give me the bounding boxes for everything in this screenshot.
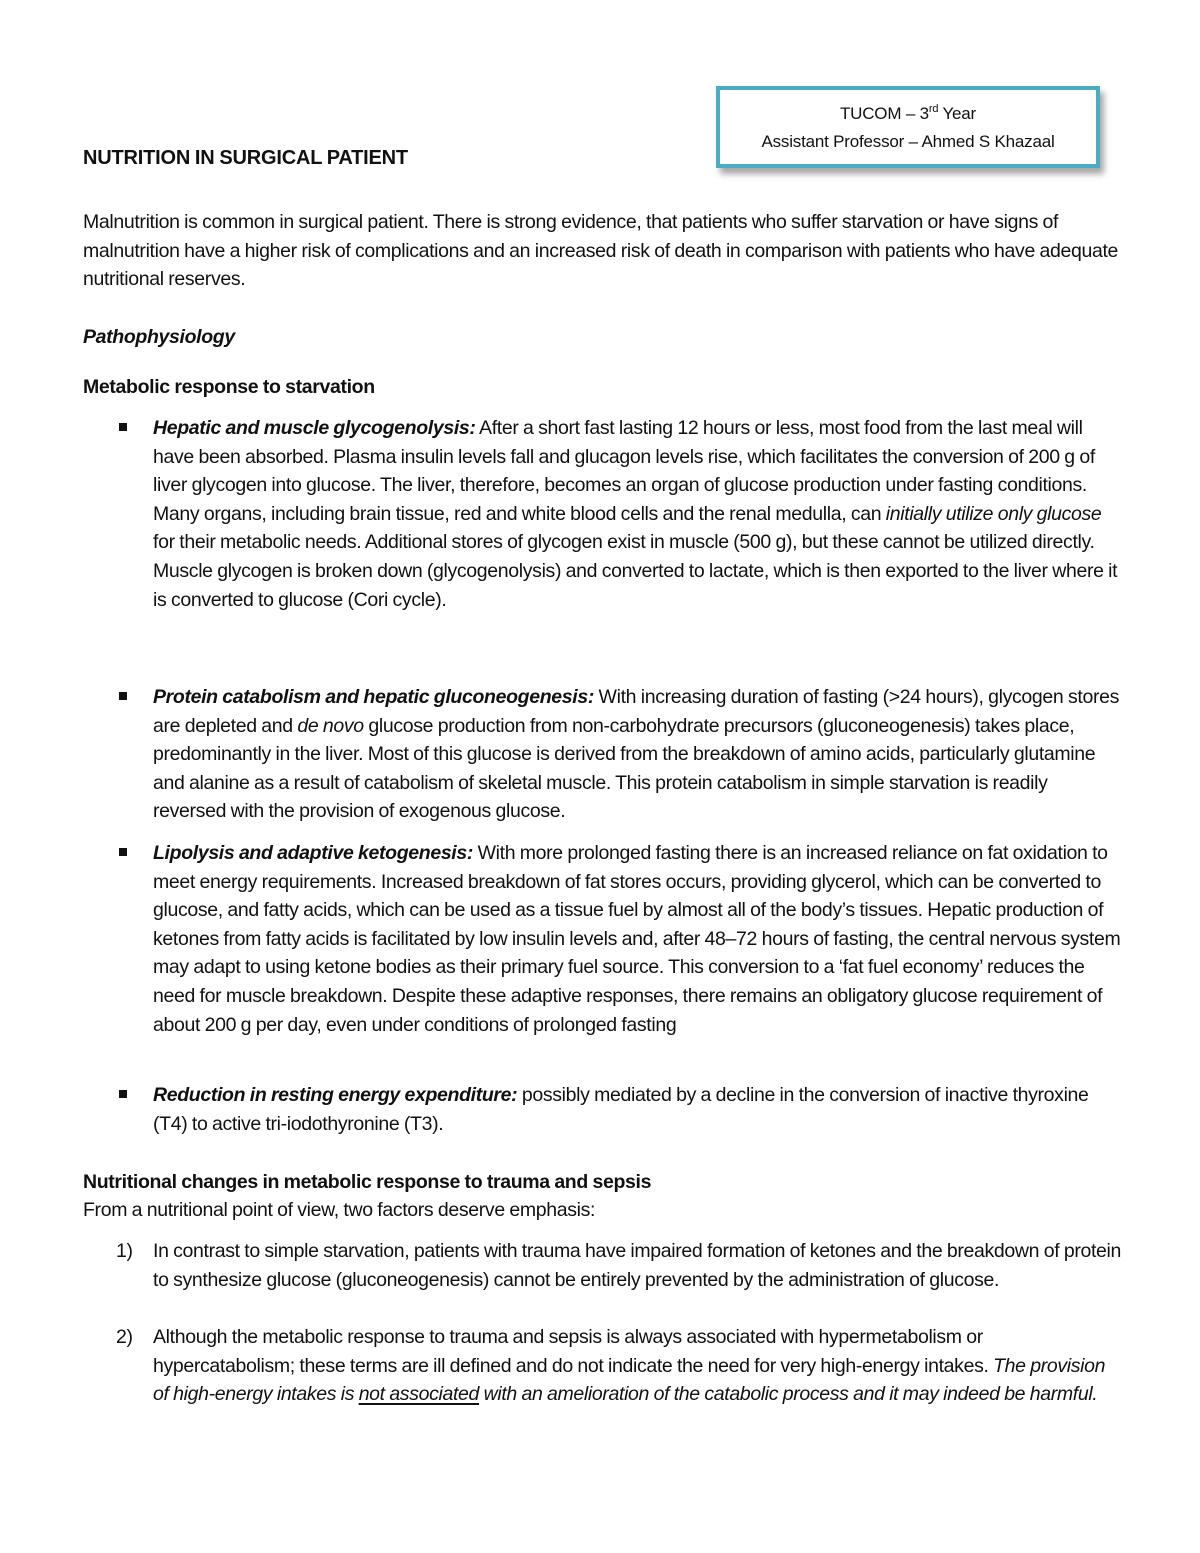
list-item bbox=[83, 414, 1123, 614]
course-year-line bbox=[720, 100, 1096, 128]
year-label: Year bbox=[938, 104, 977, 123]
intro-paragraph: Malnutrition is common in surgical patient. There is strong evidence, that patients who suffer starvation or have signs of malnutrition have a higher risk of complications and an increased risk of death in comparison with patients who have adequate nutritional reserves. bbox=[83, 211, 1119, 291]
item-emphasis: de novo bbox=[297, 714, 364, 737]
item-term: Lipolysis and adaptive ketogenesis: bbox=[153, 842, 474, 864]
list-item bbox=[83, 839, 1123, 1039]
item-text: Although the metabolic response to trauma and sepsis is always associated with hypermetabolism or hypercatabolism; these terms are ill defined and do not indicate the need for very high-energy intakes. bbox=[153, 1326, 994, 1377]
section-heading-pathophysiology: Pathophysiology bbox=[83, 326, 235, 348]
list-item bbox=[83, 1237, 1123, 1294]
course-name: TUCOM – 3 bbox=[839, 104, 929, 123]
item-number: 1) bbox=[116, 1240, 133, 1262]
item-text: With more prolonged fasting there is an increased reliance on fat oxidation to meet energy requirements. Increased breakdown of fat stores occurs, providing glycerol, which can be converted to glucose, and fatty acids, which can be used as a tissue fuel by almost all of the body’s tissues. Hepatic production of ketones from fatty acids is facilitated by low insulin levels and, after 48–72 hours of fasting, the central nervous system may adapt to using ketone bodies as their primary fuel source. This conversion to a ‘fat fuel economy’ reduces the need for muscle breakdown. Despite these adaptive responses, there remains an obligatory glucose requirement of about 200 g per day, even under conditions of prolonged fasting bbox=[153, 842, 1121, 1036]
item-text: After a short fast lasting 12 hours or less, most food from the last meal will have been absorbed. Plasma insulin levels fall and glucagon levels rise, which facilitates the conversion of 200 g of liver glycogen into glucose. The liver, therefore, becomes an organ of glucose production under fasting conditions. Many organs, including brain tissue, red and white blood cells and the renal medulla, can bbox=[153, 417, 1095, 525]
instructor-line: Assistant Professor – Ahmed S Khazaal bbox=[761, 132, 1055, 151]
item-emphasis: initially utilize only glucose bbox=[885, 502, 1102, 525]
square-bullet-icon bbox=[119, 423, 127, 431]
ordinal-suffix: rd bbox=[928, 103, 939, 115]
list-item bbox=[83, 1323, 1123, 1409]
document-title: NUTRITION IN SURGICAL PATIENT bbox=[83, 147, 408, 169]
item-term: Hepatic and muscle glycogenolysis: bbox=[153, 417, 476, 439]
square-bullet-icon bbox=[119, 848, 127, 856]
trauma-intro: From a nutritional point of view, two factors deserve emphasis: bbox=[83, 1199, 596, 1221]
item-emphasis: with an amelioration of the catabolic process and it may indeed be harmful. bbox=[479, 1383, 1098, 1406]
item-text: for their metabolic needs. Additional stores of glycogen exist in muscle (500 g), but these cannot be utilized directly. Muscle glycogen is broken down (glycogenolysis) and converted to lactate, which is then exported to the liver where it is converted to glucose (Cori cycle). bbox=[153, 531, 1118, 611]
item-text: With increasing duration of fasting (>24 hours), glycogen stores are depleted and bbox=[153, 686, 1119, 737]
item-term: Protein catabolism and hepatic gluconeogenesis: bbox=[153, 686, 594, 708]
item-text: glucose production from non-carbohydrate precursors (gluconeogenesis) takes place, predominantly in the liver. Most of this glucose is derived from the breakdown of amino acids, particularly glutamine and alanine as a result of catabolism of skeletal muscle. This protein catabolism in simple starvation is readily reversed with the provision of exogenous glucose. bbox=[153, 714, 1096, 823]
section-heading-trauma: Nutritional changes in metabolic response to trauma and sepsis bbox=[83, 1171, 652, 1193]
item-text: possibly mediated by a decline in the conversion of inactive thyroxine (T4) to active tri-iodothyronine (T3). bbox=[153, 1084, 1089, 1135]
item-term: Reduction in resting energy expenditure: bbox=[153, 1084, 518, 1106]
item-text: In contrast to simple starvation, patients with trauma have impaired formation of ketones and the breakdown of protein to synthesize glucose (gluconeogenesis) cannot be entirely prevented by the administration of glucose. bbox=[153, 1240, 1122, 1291]
item-emphasis: The provision of high-energy intakes is bbox=[153, 1354, 1106, 1406]
section-heading-starvation: Metabolic response to starvation bbox=[83, 376, 375, 398]
item-number: 2) bbox=[116, 1326, 133, 1348]
square-bullet-icon bbox=[119, 692, 127, 700]
square-bullet-icon bbox=[119, 1090, 127, 1098]
list-item bbox=[83, 683, 1123, 826]
list-item bbox=[83, 1081, 1123, 1138]
underlined-emphasis: not associated bbox=[358, 1383, 480, 1406]
